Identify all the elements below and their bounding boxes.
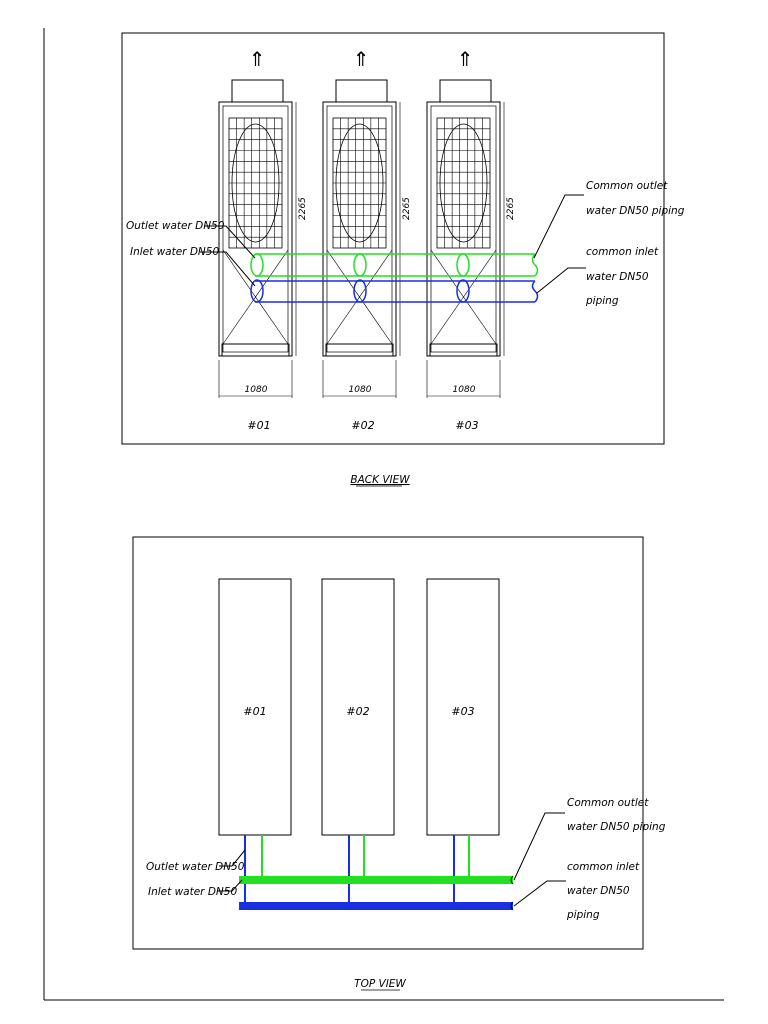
inlet-pipe-port	[354, 280, 366, 302]
width-dimension-label: 1080	[452, 385, 476, 395]
outlet-pipe-port	[354, 254, 366, 276]
unit-casing	[219, 102, 292, 356]
back-view-outlet-pipe	[251, 254, 538, 276]
unit-base	[326, 344, 393, 356]
top-unit-01-label: #01	[243, 705, 267, 718]
outlet-pipe-break	[533, 254, 538, 276]
back-view-inlet-pipe	[251, 280, 538, 302]
height-dimension-label: 2265	[506, 197, 516, 220]
unit-casing	[427, 102, 500, 356]
top-common-inlet-label-3: piping	[567, 909, 600, 921]
common-outlet-label-2: water DN50 piping	[586, 205, 685, 217]
top-outlet-header	[239, 876, 513, 884]
inlet-pipe-port	[457, 280, 469, 302]
top-view-title: TOP VIEW	[354, 978, 406, 990]
airflow-arrow-icon: ⇑	[456, 47, 474, 71]
top-outlet-label: Outlet water DN50	[146, 861, 245, 873]
airflow-arrow-icon: ⇑	[352, 47, 370, 71]
common-inlet-label-3: piping	[586, 295, 619, 307]
unit-id-label: #03	[455, 419, 479, 432]
outlet-pipe-end	[251, 254, 263, 276]
top-common-inlet-label-1: common inlet	[567, 861, 640, 873]
common-outlet-leader	[534, 195, 584, 258]
top-unit-02-label: #02	[346, 705, 370, 718]
back-unit-3	[427, 47, 516, 432]
top-common-outlet-label-1: Common outlet	[567, 797, 649, 809]
unit-base	[222, 344, 289, 356]
common-inlet-leader	[537, 268, 586, 293]
unit-casing-inner	[431, 106, 496, 352]
top-unit-03-label: #03	[451, 705, 475, 718]
fan-housing	[232, 80, 283, 102]
top-common-outlet-label-2: water DN50 piping	[567, 821, 666, 833]
common-inlet-label-1: common inlet	[586, 246, 659, 258]
back-view-units	[219, 47, 516, 432]
top-common-inlet-leader	[514, 881, 566, 906]
back-view-title: BACK VIEW	[350, 474, 410, 486]
height-dimension-label: 2265	[402, 197, 412, 220]
height-dimension-label: 2265	[298, 197, 308, 220]
back-view-panel	[122, 33, 685, 444]
outlet-label: Outlet water DN50	[126, 220, 225, 232]
width-dimension-label: 1080	[244, 385, 268, 395]
common-inlet-label-2: water DN50	[586, 271, 649, 283]
fan-housing	[440, 80, 491, 102]
width-dimension-label: 1080	[348, 385, 372, 395]
inlet-pipe-break	[533, 281, 538, 302]
unit-id-label: #01	[247, 419, 271, 432]
outlet-pipe-port	[457, 254, 469, 276]
common-outlet-label-1: Common outlet	[586, 180, 668, 192]
unit-casing	[323, 102, 396, 356]
back-view-frame	[122, 33, 664, 444]
inlet-label: Inlet water DN50	[130, 246, 220, 258]
back-unit-1	[219, 47, 308, 432]
top-inlet-label: Inlet water DN50	[148, 886, 238, 898]
unit-id-label: #02	[351, 419, 375, 432]
fan-housing	[336, 80, 387, 102]
top-common-outlet-leader	[514, 813, 565, 880]
top-common-inlet-label-2: water DN50	[567, 885, 630, 897]
back-unit-2	[323, 47, 412, 432]
top-view-panel	[133, 537, 666, 949]
unit-casing-inner	[327, 106, 392, 352]
airflow-arrow-icon: ⇑	[248, 47, 266, 71]
unit-base	[430, 344, 497, 356]
unit-casing-inner	[223, 106, 288, 352]
top-inlet-header	[239, 902, 513, 910]
